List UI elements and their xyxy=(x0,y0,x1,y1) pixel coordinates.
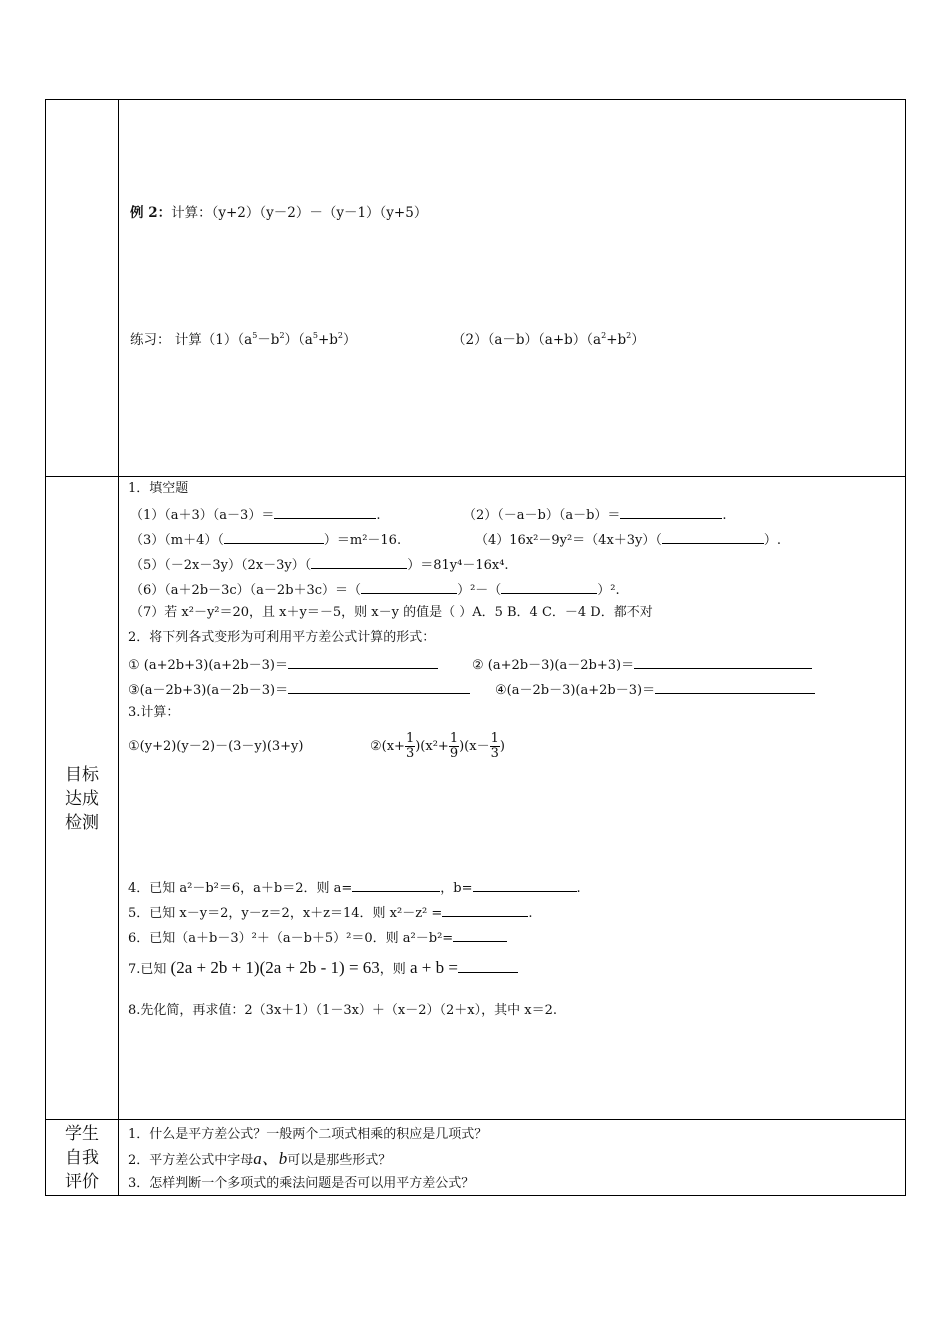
answer-blank[interactable] xyxy=(361,579,457,594)
answer-blank[interactable] xyxy=(473,877,577,892)
formula: (2a + 2b + 1)(2a + 2b - 1) = 63 xyxy=(170,958,380,977)
answer-blank[interactable] xyxy=(655,679,815,694)
q-text: ）². xyxy=(597,583,620,598)
q-text: . xyxy=(576,881,581,896)
label-line: 目标 xyxy=(65,765,99,785)
fraction xyxy=(449,732,459,761)
q-text: （2）（－a－b）（a－b）＝ xyxy=(463,508,621,523)
sup: 2 xyxy=(337,331,343,340)
q-text: ② (a+2b－3)(a－2b+3)＝ xyxy=(472,658,635,673)
q-text: （6）（a＋2b－3c）（a－2b＋3c）＝（ xyxy=(130,583,362,598)
q-text: ）²－（ xyxy=(457,583,502,598)
q1-1 xyxy=(130,504,380,525)
practice-text: ） xyxy=(631,332,645,348)
answer-blank[interactable] xyxy=(662,529,764,544)
label-line: 检测 xyxy=(65,813,99,833)
label-line: 达成 xyxy=(65,789,99,809)
q-text: （1）（a＋3）（a－3）＝ xyxy=(130,508,275,523)
table-right-border xyxy=(905,99,906,1196)
frac-num: 1 xyxy=(449,731,459,746)
review-3: 3．怎样判断一个多项式的乘法问题是否可以用平方差公式？ xyxy=(128,1176,475,1191)
q-text: （5）（－2x－3y）（2x－3y）（ xyxy=(130,558,312,573)
q3-title: 3.计算： xyxy=(128,705,180,720)
q-text: ) xyxy=(499,739,505,754)
answer-blank[interactable] xyxy=(620,504,722,519)
q-text: （4）16x²－9y²＝（4x＋3y）（ xyxy=(475,533,662,548)
answer-blank[interactable] xyxy=(274,504,376,519)
q-text: ）＝m²－16. xyxy=(323,533,402,548)
formula: a + b = xyxy=(409,958,458,977)
answer-blank[interactable] xyxy=(453,927,507,942)
sup: 5 xyxy=(252,331,258,340)
q-text: . xyxy=(528,906,533,921)
practice-text: ） xyxy=(343,332,357,348)
frac-num: 1 xyxy=(490,731,499,746)
q1-title: 1．填空题 xyxy=(128,481,189,496)
section-label-target xyxy=(46,763,118,835)
answer-blank[interactable] xyxy=(224,529,324,544)
practice-text: －b xyxy=(257,332,280,348)
section-label-self-eval xyxy=(46,1122,118,1194)
sup: 2 xyxy=(279,331,285,340)
q4 xyxy=(128,877,581,898)
q1-7: （7）若 x²－y²＝20，且 x＋y＝－5，则 x－y 的值是（ ）A．5 B．4 C．－4 D．都不对 xyxy=(130,605,653,620)
column-divider xyxy=(118,99,119,1196)
q-text: )(x－ xyxy=(459,739,490,754)
q6 xyxy=(128,927,507,948)
fraction xyxy=(490,732,500,761)
review-2 xyxy=(128,1150,391,1170)
q7 xyxy=(128,953,518,985)
q-text: 4．已知 a²－b²＝6，a＋b＝2．则 a= xyxy=(128,881,353,896)
q5 xyxy=(128,902,532,923)
frac-num: 1 xyxy=(405,731,415,746)
row-divider-2 xyxy=(45,1119,906,1120)
q3-1: ①(y+2)(y－2)－(3－y)(3+y) xyxy=(128,739,304,754)
frac-den: 3 xyxy=(490,746,499,761)
q-text: ① (a+2b+3)(a+2b－3)＝ xyxy=(128,658,288,673)
answer-blank[interactable] xyxy=(311,554,407,569)
q2-2 xyxy=(472,654,812,675)
answer-blank[interactable] xyxy=(458,958,518,973)
q1-2 xyxy=(463,504,727,525)
fraction xyxy=(405,732,415,761)
practice-prefix: 练习： 计算（1）（a xyxy=(130,332,253,348)
row-divider-1 xyxy=(45,476,906,477)
q-text: ④(a－2b－3)(a+2b－3)＝ xyxy=(495,683,656,698)
sup: 2 xyxy=(601,331,607,340)
q2-4 xyxy=(495,679,815,700)
practice-text: ）（a xyxy=(284,332,313,348)
label-line: 评价 xyxy=(65,1172,99,1192)
q-text: ②(x+ xyxy=(370,739,405,754)
q-text: 7.已知 xyxy=(128,962,167,977)
q-text: （3）（m＋4）（ xyxy=(130,533,224,548)
review-1: 1．什么是平方差公式？一般两个二项式相乘的积应是几项式？ xyxy=(128,1127,488,1142)
q2-title: 2．将下列各式变形为可利用平方差公式计算的形式： xyxy=(128,630,436,645)
q8: 8.先化简，再求值：2（3x＋1）（1－3x）＋（x－2）（2＋x），其中 x＝2. xyxy=(128,1003,557,1018)
label-line: 学生 xyxy=(65,1124,99,1144)
table-top-border xyxy=(45,99,906,100)
frac-den: 3 xyxy=(405,746,415,761)
q-text: ）＝81y⁴－16x⁴. xyxy=(407,558,509,573)
answer-blank[interactable] xyxy=(288,679,470,694)
q-text: 可以是那些形式？ xyxy=(287,1153,392,1168)
q3-2 xyxy=(370,732,505,762)
answer-blank[interactable] xyxy=(288,654,438,669)
sup: 5 xyxy=(312,331,318,340)
practice-text: +b xyxy=(317,332,338,348)
table-left-border xyxy=(45,99,46,1196)
example-label: 例 2： xyxy=(130,205,172,221)
practice-text: （2）（a－b）（a+b）（a xyxy=(452,332,602,348)
q-text: . xyxy=(722,508,727,523)
sup: 2 xyxy=(626,331,632,340)
q1-3 xyxy=(130,529,401,550)
practice-line xyxy=(130,327,357,349)
q2-1 xyxy=(128,654,438,675)
q-text: 6．已知（a＋b－3）²＋（a－b＋5）²＝0．则 a²－b²= xyxy=(128,931,454,946)
q-text: . xyxy=(376,508,381,523)
q1-4 xyxy=(475,529,781,550)
table-bottom-border xyxy=(45,1195,906,1196)
answer-blank[interactable] xyxy=(501,579,597,594)
q1-6 xyxy=(130,579,620,600)
q-text: )(x²+ xyxy=(415,739,449,754)
answer-blank[interactable] xyxy=(352,877,440,892)
label-line: 自我 xyxy=(65,1148,99,1168)
answer-blank[interactable] xyxy=(634,654,812,669)
q-text: ）. xyxy=(763,533,782,548)
answer-blank[interactable] xyxy=(442,902,528,917)
example-text: 计算：（y+2）（y－2）－（y－1）（y+5） xyxy=(171,205,428,221)
practice-text: +b xyxy=(606,332,627,348)
q2-3 xyxy=(128,679,470,700)
q-text: 2．平方差公式中字母 xyxy=(128,1153,254,1168)
example-2 xyxy=(130,204,427,222)
q-text: 5．已知 x－y＝2，y－z＝2，x＋z＝14．则 x²－z² = xyxy=(128,906,443,921)
practice-line-2 xyxy=(452,327,645,349)
q-text: ③(a－2b+3)(a－2b－3)＝ xyxy=(128,683,289,698)
q1-5 xyxy=(130,554,509,575)
q-text: ，则 xyxy=(379,962,406,977)
formula: a、b xyxy=(253,1149,288,1168)
frac-den: 9 xyxy=(449,746,459,761)
q-text: ，b= xyxy=(440,881,473,896)
